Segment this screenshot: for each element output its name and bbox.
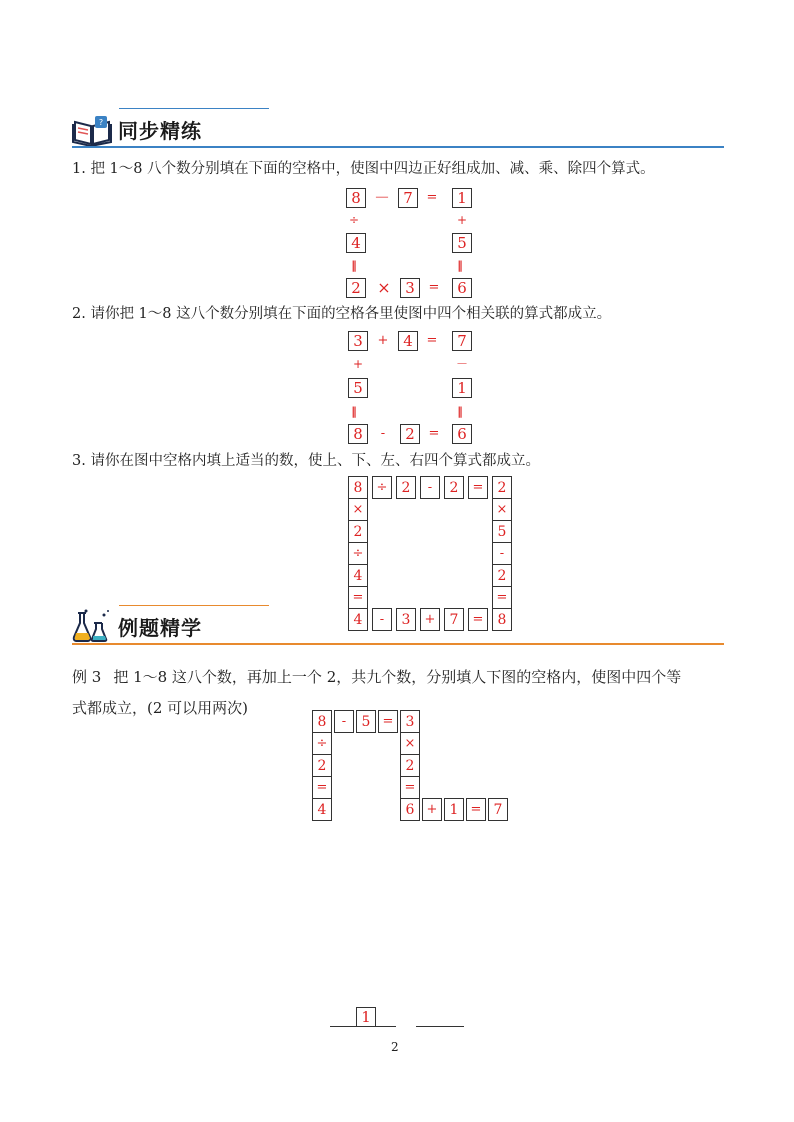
operator: = xyxy=(426,190,438,205)
answer-cell[interactable]: 2 xyxy=(400,424,420,444)
grid-cell[interactable]: = xyxy=(312,776,332,799)
grid-cell[interactable]: 3 xyxy=(400,710,420,733)
example-text: 把 1～8 这八个数，再加上一个 2，共九个数，分别填人下图的空格内，使图中四个等 xyxy=(113,668,682,686)
answer-cell[interactable]: 8 xyxy=(348,424,368,444)
question-2-text: 2. 请你把 1～8 这八个数分别填在下面的空格各里使图中四个相关联的算式都成立。 xyxy=(72,306,612,322)
grid-cell[interactable]: = xyxy=(492,586,512,609)
grid-cell[interactable]: 6 xyxy=(400,798,420,821)
question-1-text: 1. 把 1～8 八个数分别填在下面的空格中，使图中四边正好组成加、减、乘、除四个算式。 xyxy=(72,161,655,177)
operator: + xyxy=(377,333,389,348)
operator: ÷ xyxy=(348,213,360,227)
answer-cell[interactable]: 6 xyxy=(452,424,472,444)
grid-cell[interactable]: 2 xyxy=(400,754,420,777)
section-title: 同步精练 xyxy=(118,119,202,143)
operator: + xyxy=(456,213,468,227)
grid-cell[interactable]: = xyxy=(468,476,488,499)
operator: ‖ xyxy=(457,405,463,418)
answer-cell[interactable]: 8 xyxy=(346,188,366,208)
grid-cell[interactable]: + xyxy=(422,798,442,821)
answer-cell[interactable]: 1 xyxy=(452,188,472,208)
grid-cell[interactable]: 2 xyxy=(444,476,464,499)
grid-cell[interactable]: 2 xyxy=(396,476,416,499)
operator: × xyxy=(377,278,391,297)
answer-cell[interactable]: 3 xyxy=(348,331,368,351)
section-title: 例题精学 xyxy=(118,616,202,640)
grid-cell[interactable]: + xyxy=(420,608,440,631)
grid-cell[interactable]: 2 xyxy=(492,476,512,499)
operator: ‖ xyxy=(351,259,357,272)
example-3-line-2: 式都成立，(2 可以用两次) xyxy=(72,699,249,717)
grid-cell[interactable]: - xyxy=(372,608,392,631)
answer-cell[interactable]: 3 xyxy=(400,278,420,298)
answer-cell[interactable]: 6 xyxy=(452,278,472,298)
grid-cell[interactable]: 8 xyxy=(312,710,332,733)
section-accent-line xyxy=(119,108,269,109)
grid-cell[interactable]: ÷ xyxy=(312,732,332,755)
operator: － xyxy=(373,188,390,207)
answer-line xyxy=(416,1026,464,1027)
grid-cell[interactable]: 4 xyxy=(348,564,368,587)
answer-cell[interactable]: 4 xyxy=(346,233,366,253)
section-header-practice xyxy=(72,108,724,148)
grid-cell[interactable]: 2 xyxy=(348,520,368,543)
answer-cell[interactable]: 1 xyxy=(452,378,472,398)
section-accent-line xyxy=(119,605,269,606)
grid-cell[interactable]: 7 xyxy=(444,608,464,631)
grid-cell[interactable]: × xyxy=(400,732,420,755)
grid-cell[interactable]: - xyxy=(334,710,354,733)
operator: + xyxy=(352,357,364,371)
answer-cell[interactable]: 5 xyxy=(452,233,472,253)
answer-cell[interactable]: 4 xyxy=(398,331,418,351)
svg-text:?: ? xyxy=(98,118,104,127)
grid-cell[interactable]: = xyxy=(378,710,398,733)
grid-cell[interactable]: 3 xyxy=(396,608,416,631)
grid-cell[interactable]: ÷ xyxy=(372,476,392,499)
operator: ‖ xyxy=(457,259,463,272)
example-3-line-1 xyxy=(72,667,681,687)
example-label: 例 3 xyxy=(72,668,102,686)
answer-cell[interactable]: 2 xyxy=(346,278,366,298)
grid-cell[interactable]: 1 xyxy=(444,798,464,821)
grid-cell[interactable]: 4 xyxy=(348,608,368,631)
grid-cell[interactable]: 7 xyxy=(488,798,508,821)
section-header-examples xyxy=(72,605,724,645)
answer-cell[interactable]: 7 xyxy=(452,331,472,351)
footer-answer-box[interactable]: 1 xyxy=(356,1007,376,1027)
grid-cell[interactable]: 8 xyxy=(492,608,512,631)
grid-cell[interactable]: 5 xyxy=(492,520,512,543)
grid-cell[interactable]: × xyxy=(492,498,512,521)
grid-cell[interactable]: = xyxy=(348,586,368,609)
operator: = xyxy=(428,426,440,441)
grid-cell[interactable]: ÷ xyxy=(348,542,368,565)
operator: ‖ xyxy=(351,405,357,418)
section-divider xyxy=(72,146,724,148)
grid-cell[interactable]: 2 xyxy=(312,754,332,777)
book-icon xyxy=(72,114,112,146)
grid-cell[interactable]: = xyxy=(400,776,420,799)
grid-cell[interactable]: - xyxy=(492,542,512,565)
answer-cell[interactable]: 5 xyxy=(348,378,368,398)
operator: － xyxy=(455,357,468,371)
section-divider xyxy=(72,643,724,645)
flask-icon xyxy=(72,609,112,643)
operator: - xyxy=(380,426,386,441)
question-3-text: 3. 请你在图中空格内填上适当的数，使上、下、左、右四个算式都成立。 xyxy=(72,453,540,469)
grid-cell[interactable]: 5 xyxy=(356,710,376,733)
page-number: 2 xyxy=(391,1040,399,1054)
grid-cell[interactable]: = xyxy=(466,798,486,821)
grid-cell[interactable]: 8 xyxy=(348,476,368,499)
grid-cell[interactable]: - xyxy=(420,476,440,499)
operator: = xyxy=(428,280,440,295)
operator: = xyxy=(426,333,438,348)
answer-cell[interactable]: 7 xyxy=(398,188,418,208)
grid-cell[interactable]: = xyxy=(468,608,488,631)
grid-cell[interactable]: 2 xyxy=(492,564,512,587)
grid-cell[interactable]: × xyxy=(348,498,368,521)
grid-cell[interactable]: 4 xyxy=(312,798,332,821)
